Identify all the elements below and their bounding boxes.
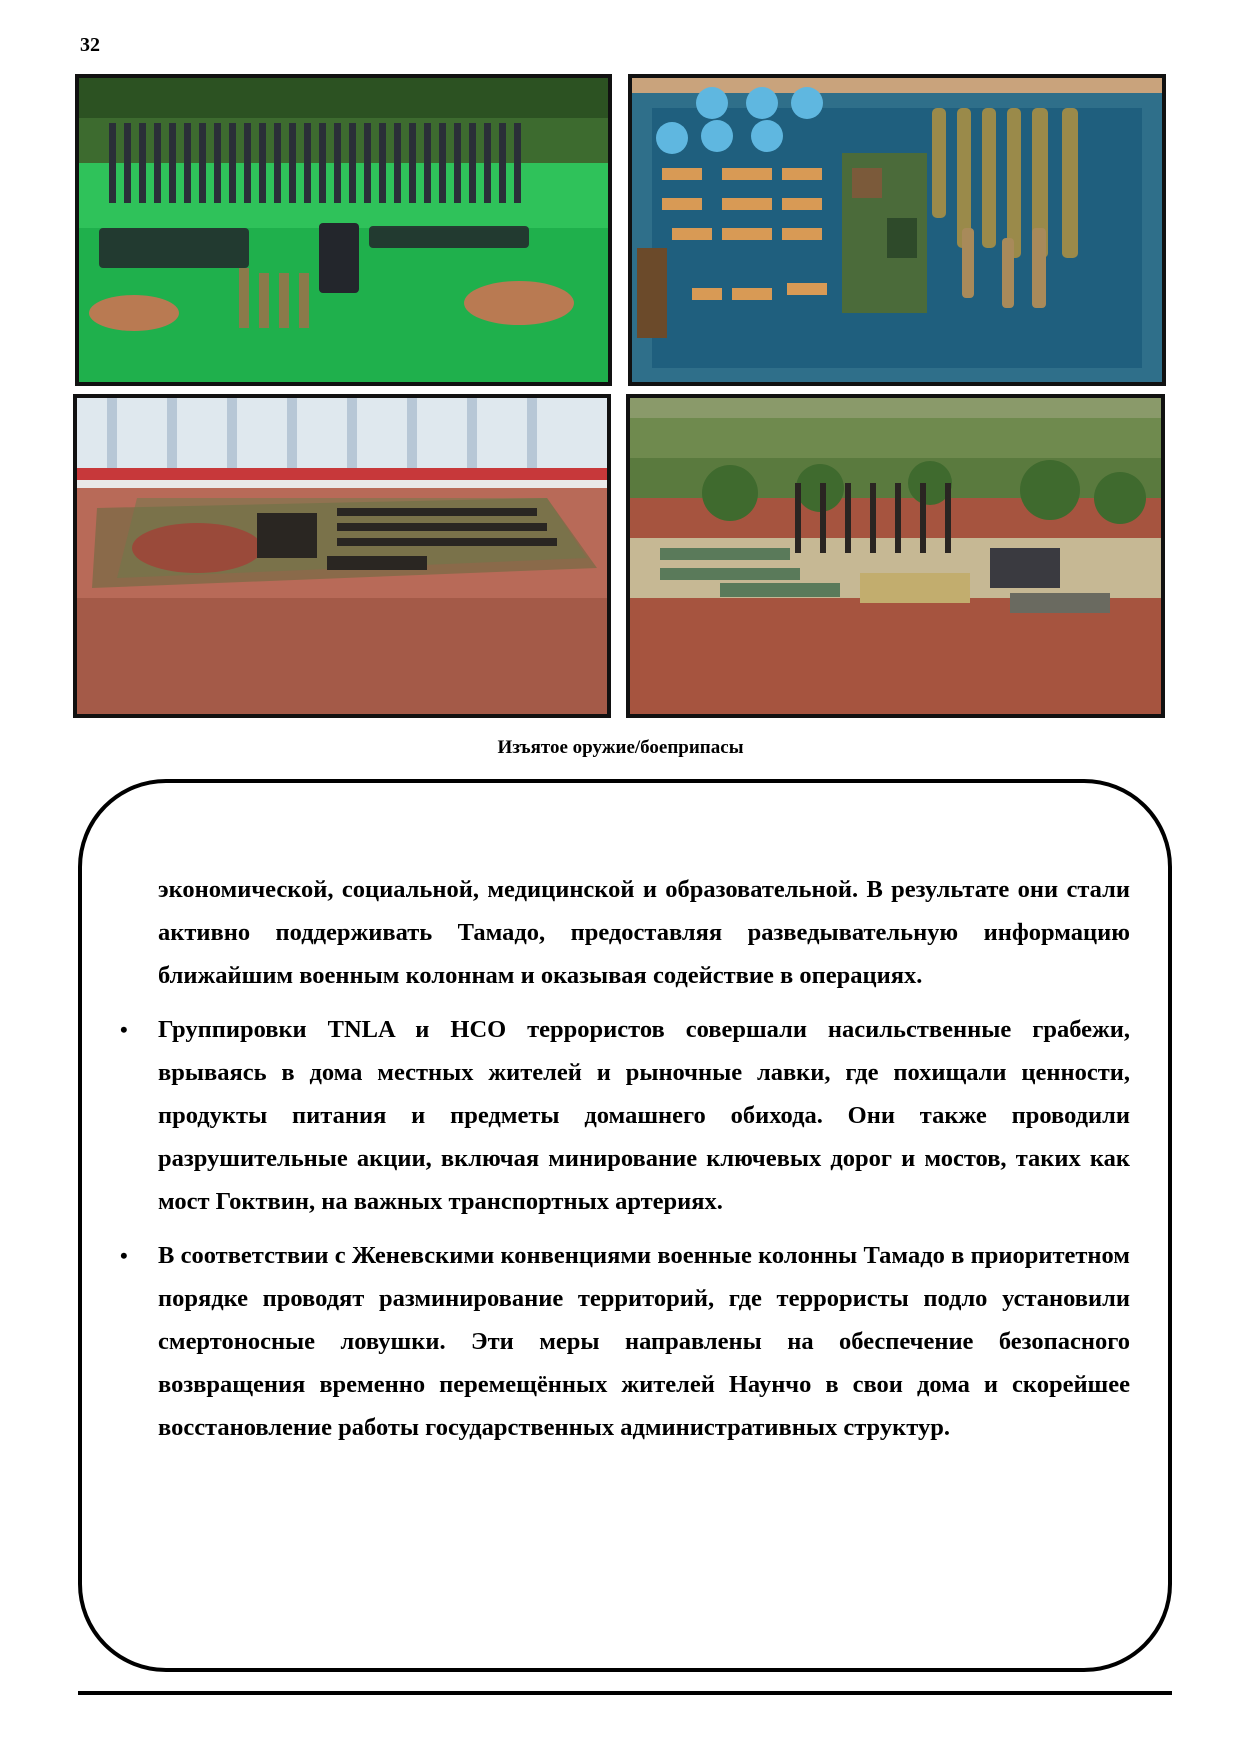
- body-text: [120, 868, 1130, 1460]
- photo-rifles-on-green-tarp: [75, 74, 612, 386]
- footer-rule: [78, 1691, 1172, 1695]
- list-item-text: Группировки TNLA и НСО террористов совершали насильственные грабежи, врываясь в дома местных жителей и рыночные лавки, где похищали ценности, продукты питания и предметы домашнего обихода. Они также проводили разрушительные акции, включая минирование ключевых дорог и мостов, таких как мост Гоктвин, на важных транспортных артериях.: [158, 1016, 1130, 1215]
- figure-caption: Изъятое оружие/боеприпасы: [497, 737, 744, 758]
- bullet-list: [120, 1008, 1130, 1449]
- list-item: [120, 1234, 1130, 1449]
- list-item: [120, 1008, 1130, 1223]
- photo-weapons-in-field: [626, 394, 1165, 718]
- photo-weapons-on-floor: [73, 394, 611, 718]
- continuation-paragraph: экономической, социальной, медицинской и образовательной. В результате они стали активно поддерживать Тамадо, предоставляя разведывательную информацию ближайшим военным колоннам и оказывая содействие в операциях.: [158, 876, 1130, 989]
- bullet-marker: •: [120, 1243, 128, 1268]
- list-item-text: В соответствии с Женевскими конвенциями военные колонны Тамадо в приоритетном порядке проводят разминирование территорий, где террористы подло установили смертоносные ловушки. Эти меры направлены на обеспечение безопасного возвращения временно перемещённых жителей Наунчо в свои дома и скорейшее восстановление работы государственных административных структур.: [158, 1242, 1130, 1441]
- page-number: 32: [80, 34, 100, 56]
- photo-munitions-on-blue-tarp: [628, 74, 1166, 386]
- bullet-marker: •: [120, 1017, 128, 1042]
